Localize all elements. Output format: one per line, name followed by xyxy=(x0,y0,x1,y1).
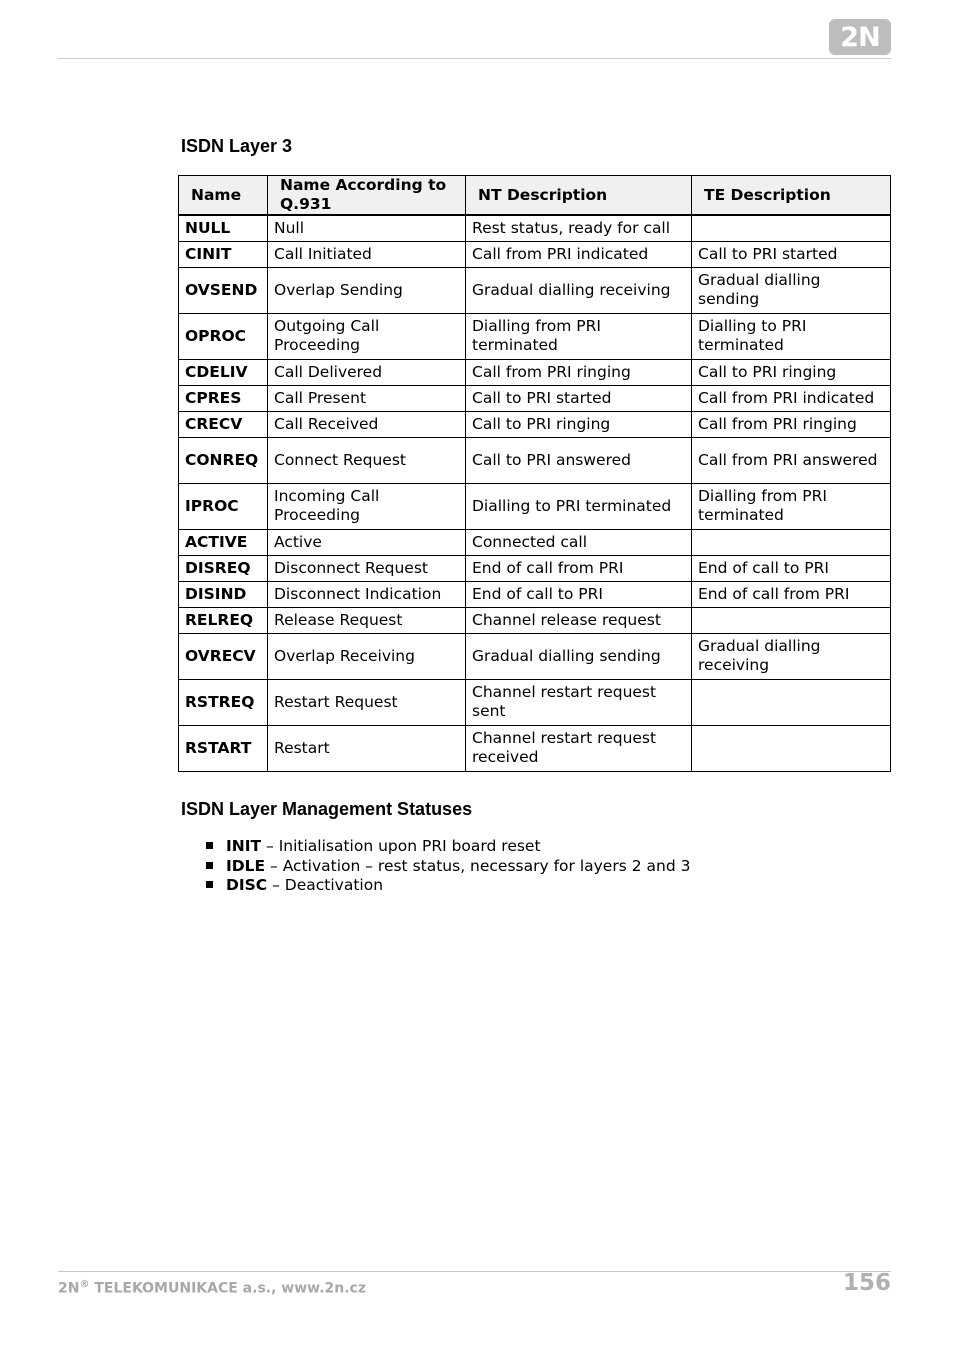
nt-description-cell: Gradual dialling receiving xyxy=(466,267,692,313)
table-row xyxy=(179,483,891,529)
header-divider xyxy=(58,58,891,59)
q931-name-cell: Restart Request xyxy=(268,679,466,725)
bullet-square-icon xyxy=(206,842,213,849)
te-description-cell: Dialling from PRI terminated xyxy=(692,483,891,529)
q931-name-cell: Disconnect Indication xyxy=(268,581,466,607)
bullet-square-icon xyxy=(206,862,213,869)
list-item xyxy=(206,837,690,857)
te-description-cell: End of call to PRI xyxy=(692,555,891,581)
table-row xyxy=(179,313,891,359)
q931-name-cell: Call Initiated xyxy=(268,241,466,267)
status-term: IDLE xyxy=(226,856,266,875)
state-name-cell: DISIND xyxy=(179,581,268,607)
status-description: – Deactivation xyxy=(267,876,384,894)
q931-name-cell: Restart xyxy=(268,725,466,771)
te-description-cell: End of call from PRI xyxy=(692,581,891,607)
nt-description-cell: Rest status, ready for call xyxy=(466,215,692,241)
table-row xyxy=(179,633,891,679)
te-description-cell: Call from PRI indicated xyxy=(692,385,891,411)
state-name-cell: CONREQ xyxy=(179,437,268,483)
te-description-cell xyxy=(692,215,891,241)
state-name-cell: NULL xyxy=(179,215,268,241)
nt-description-cell: Channel release request xyxy=(466,607,692,633)
nt-description-cell: Call to PRI started xyxy=(466,385,692,411)
registered-mark: ® xyxy=(79,1279,90,1290)
logo-text: 2N xyxy=(840,21,880,53)
te-description-cell: Call from PRI answered xyxy=(692,437,891,483)
state-name-cell: OVSEND xyxy=(179,267,268,313)
q931-name-cell: Overlap Sending xyxy=(268,267,466,313)
state-name-cell: ACTIVE xyxy=(179,529,268,555)
nt-description-cell: Gradual dialling sending xyxy=(466,633,692,679)
table-row xyxy=(179,215,891,241)
te-description-cell: Gradual dialling receiving xyxy=(692,633,891,679)
nt-description-cell: End of call from PRI xyxy=(466,555,692,581)
nt-description-cell: Dialling to PRI terminated xyxy=(466,483,692,529)
q931-name-cell: Release Request xyxy=(268,607,466,633)
footer-company-rest: TELEKOMUNIKACE a.s., www.2n.cz xyxy=(89,1280,366,1297)
q931-name-cell: Connect Request xyxy=(268,437,466,483)
status-term: DISC xyxy=(226,876,268,894)
table-row xyxy=(179,267,891,313)
te-description-cell: Gradual dialling sending xyxy=(692,267,891,313)
column-header-nt-description: NT Description xyxy=(466,176,692,216)
table-row xyxy=(179,679,891,725)
footer-divider xyxy=(58,1271,891,1272)
te-description-cell: Call to PRI started xyxy=(692,241,891,267)
table-row xyxy=(179,241,891,267)
nt-description-cell: Channel restart request sent xyxy=(466,679,692,725)
nt-description-cell: Call to PRI ringing xyxy=(466,411,692,437)
section-title-isdn-layer-3: ISDN Layer 3 xyxy=(181,136,293,156)
state-name-cell: RELREQ xyxy=(179,607,268,633)
section-title-layer-management-statuses: ISDN Layer Management Statuses xyxy=(181,799,473,819)
state-name-cell: OVRECV xyxy=(179,633,268,679)
table-row xyxy=(179,581,891,607)
column-header-q931-name: Name According to Q.931 xyxy=(268,176,466,216)
footer-company-prefix: 2N xyxy=(58,1280,80,1297)
list-item xyxy=(206,857,690,877)
q931-name-cell: Call Present xyxy=(268,385,466,411)
q931-name-cell: Call Received xyxy=(268,411,466,437)
nt-description-cell: Channel restart request received xyxy=(466,725,692,771)
state-name-cell: OPROC xyxy=(179,313,268,359)
state-name-cell: CDELIV xyxy=(179,359,268,385)
state-name-cell: CRECV xyxy=(179,411,268,437)
q931-name-cell: Overlap Receiving xyxy=(268,633,466,679)
te-description-cell xyxy=(692,607,891,633)
nt-description-cell: Call to PRI answered xyxy=(466,437,692,483)
te-description-cell xyxy=(692,679,891,725)
nt-description-cell: Connected call xyxy=(466,529,692,555)
table-row xyxy=(179,529,891,555)
bullet-square-icon xyxy=(206,881,213,888)
table-row xyxy=(179,385,891,411)
column-header-name: Name xyxy=(179,176,268,216)
isdn-layer3-states-table xyxy=(178,175,891,772)
column-header-te-description: TE Description xyxy=(692,176,891,216)
state-name-cell: IPROC xyxy=(179,483,268,529)
table-row xyxy=(179,725,891,771)
state-name-cell: CPRES xyxy=(179,385,268,411)
te-description-cell xyxy=(692,529,891,555)
state-name-cell: CINIT xyxy=(179,241,268,267)
list-item xyxy=(206,876,690,896)
nt-description-cell: End of call to PRI xyxy=(466,581,692,607)
table-row xyxy=(179,359,891,385)
management-status-list xyxy=(206,837,690,896)
nt-description-cell: Call from PRI ringing xyxy=(466,359,692,385)
status-description: – Initialisation upon PRI board reset xyxy=(261,837,541,855)
table-row xyxy=(179,411,891,437)
te-description-cell: Call from PRI ringing xyxy=(692,411,891,437)
status-description: – Activation – rest status, necessary for layers 2 and 3 xyxy=(265,856,691,875)
state-name-cell: RSTREQ xyxy=(179,679,268,725)
q931-name-cell: Call Delivered xyxy=(268,359,466,385)
status-term: INIT xyxy=(226,837,262,855)
table-header-row xyxy=(179,176,891,216)
q931-name-cell: Outgoing Call Proceeding xyxy=(268,313,466,359)
te-description-cell xyxy=(692,725,891,771)
q931-name-cell: Null xyxy=(268,215,466,241)
table-row xyxy=(179,607,891,633)
nt-description-cell: Call from PRI indicated xyxy=(466,241,692,267)
footer-company xyxy=(58,1279,366,1297)
q931-name-cell: Disconnect Request xyxy=(268,555,466,581)
table-row xyxy=(179,437,891,483)
te-description-cell: Dialling to PRI terminated xyxy=(692,313,891,359)
te-description-cell: Call to PRI ringing xyxy=(692,359,891,385)
2n-logo xyxy=(829,19,891,55)
state-name-cell: DISREQ xyxy=(179,555,268,581)
q931-name-cell: Incoming Call Proceeding xyxy=(268,483,466,529)
page-number: 156 xyxy=(842,1270,891,1296)
q931-name-cell: Active xyxy=(268,529,466,555)
nt-description-cell: Dialling from PRI terminated xyxy=(466,313,692,359)
table-row xyxy=(179,555,891,581)
state-name-cell: RSTART xyxy=(179,725,268,771)
